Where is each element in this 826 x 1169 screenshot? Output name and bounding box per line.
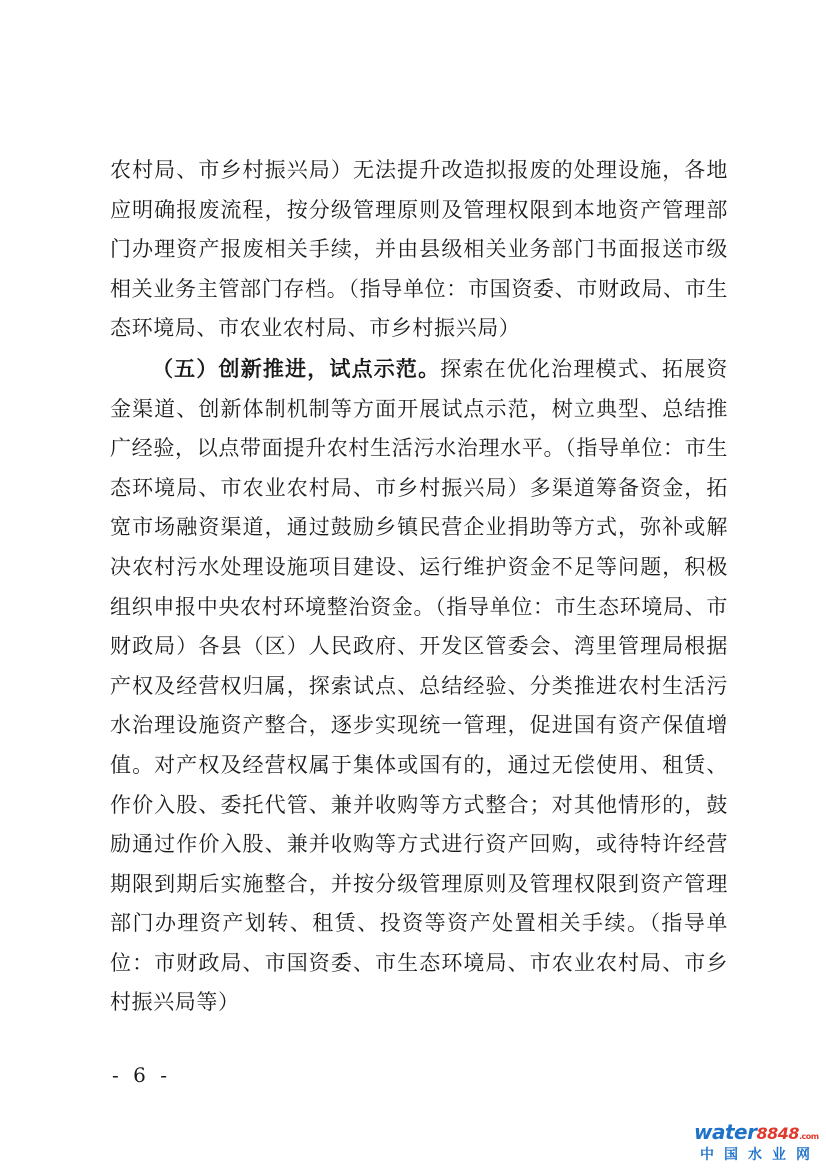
section-heading: （五）创新推进，试点示范。	[152, 355, 441, 381]
watermark-com-text: .com	[799, 1132, 819, 1141]
page-number: - 6 -	[112, 1063, 171, 1087]
watermark-water-text: water	[694, 1120, 757, 1144]
paragraph-section-five	[110, 349, 728, 1023]
watermark-chinese-text: 中国水业网	[700, 1147, 820, 1163]
watermark-brand	[694, 1120, 819, 1144]
watermark-number-text: 8848	[756, 1124, 799, 1143]
paragraph-text: 农村局、市乡村振兴局）无法提升改造拟报废的处理设施，各地应明确报废流程，按分级管理原则及管理权限到本地资产管理部门办理资产报废相关手续，并由县级相关业务部门书面报送市级相关业务主管部门存档。（指导单位：市国资委、市财政局、市生态环境局、市农业农村局、市乡村振兴局）	[110, 158, 728, 341]
watermark-logo	[694, 1120, 822, 1166]
paragraph-text: 探索在优化治理模式、拓展资金渠道、创新体制机制等方面开展试点示范，树立典型、总结推广经验，以点带面提升农村生活污水治理水平。（指导单位：市生态环境局、市农业农村局、市乡村振兴局）多渠道筹备资金，拓宽市场融资渠道，通过鼓励乡镇民营企业捐助等方式，弥补或解决农村污水处理设施项目建设、运行维护资金不足等问题，积极组织申报中央农村环境整治资金。（指导单位：市生态环境局、市财政局）各县（区）人民政府、开发区管委会、湾里管理局根据产权及经营权归属，探索试点、总结经验、分类推进农村生活污水治理设施资产整合，逐步实现统一管理，促进国有资产保值增值。对产权及经营权属于集体或国有的，通过无偿使用、租赁、作价入股、委托代管、兼并收购等方式整合；对其他情形的，鼓励通过作价入股、兼并收购等方式进行资产回购，或待特许经营期限到期后实施整合，并按分级管理原则及管理权限到资产管理部门办理资产划转、租赁、投资等资产处置相关手续。（指导单位：市财政局、市国资委、市生态环境局、市农业农村局、市乡村振兴局等）	[110, 356, 728, 1015]
paragraph-continuation	[110, 151, 728, 349]
body-text	[110, 151, 728, 1023]
